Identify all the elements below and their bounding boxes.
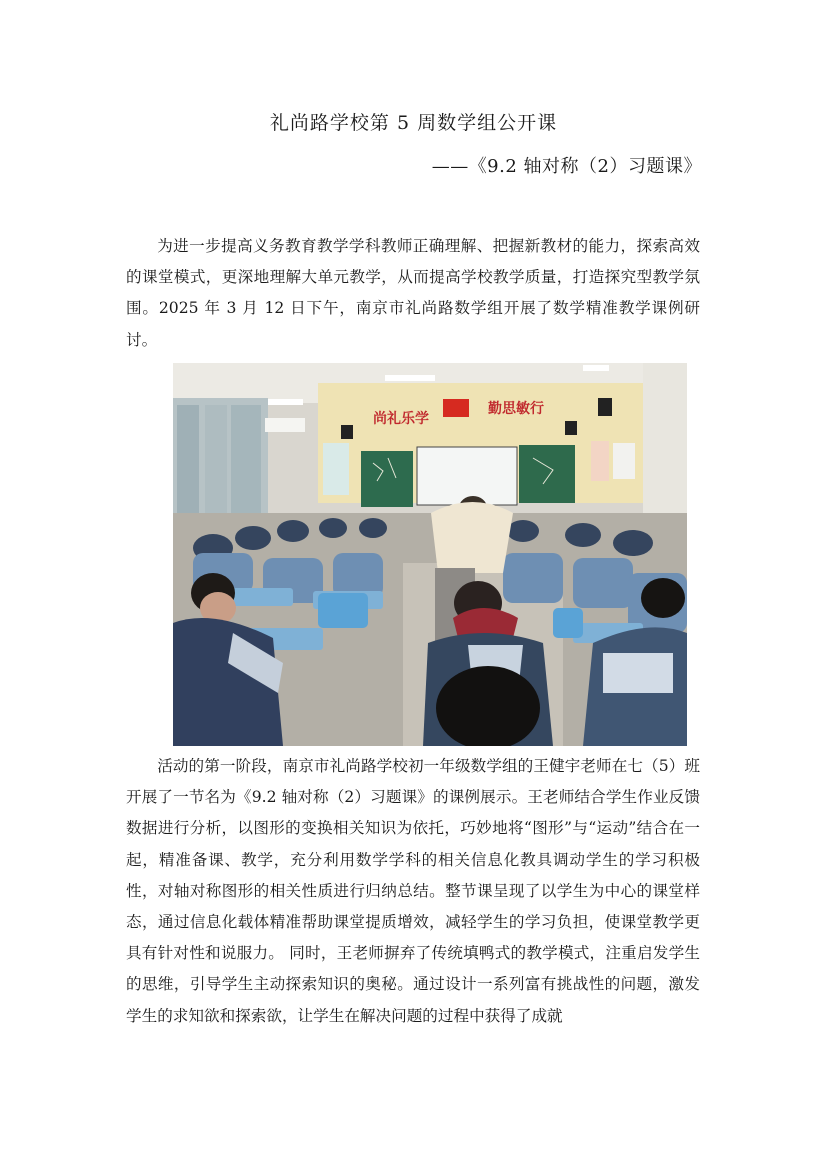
classroom-photo (173, 363, 687, 746)
page-title: 礼尚路学校第 5 周数学组公开课 (269, 112, 558, 134)
paragraph-intro: 为进一步提高义务教育教学学科教师正确理解、把握新教材的能力，探索高效的课堂模式，更深地理解大单元教学，从而提高学校教学质量，打造探究型教学氛围。2025 年 3 月 12 日下午，南京市礼尚路数学组开展了数学精准教学课例研讨。 (126, 237, 700, 349)
paragraph-activity: 活动的第一阶段，南京市礼尚路学校初一年级数学组的王健宇老师在七（5）班开展了一节名为《9.2 轴对称（2）习题课》的课例展示。王老师结合学生作业反馈数据进行分析，以图形的变换相关知识为依托，巧妙地将“图形”与“运动”结合在一起，精准备课、教学，充分利用数学学科的相关信息化教具调动学生的学习积极性，对轴对称图形的相关性质进行归纳总结。整节课呈现了以学生为中心的课堂样态，通过信息化载体精准帮助课堂提质增效，减轻学生的学习负担，使课堂教学更具有针对性和说服力。 同时，王老师摒弃了传统填鸭式的教学模式，注重启发学生的思维，引导学生主动探索知识的奥秘。通过设计一系列富有挑战性的问题，激发学生的求知欲和探索欲，让学生在解决问题的过程中获得了成就 (126, 757, 700, 1025)
page-subtitle: ——《9.2 轴对称（2）习题课》 (431, 156, 702, 177)
banner-left-text: 尚礼乐学 (373, 411, 429, 427)
banner-right-text: 勤思敏行 (488, 401, 544, 417)
